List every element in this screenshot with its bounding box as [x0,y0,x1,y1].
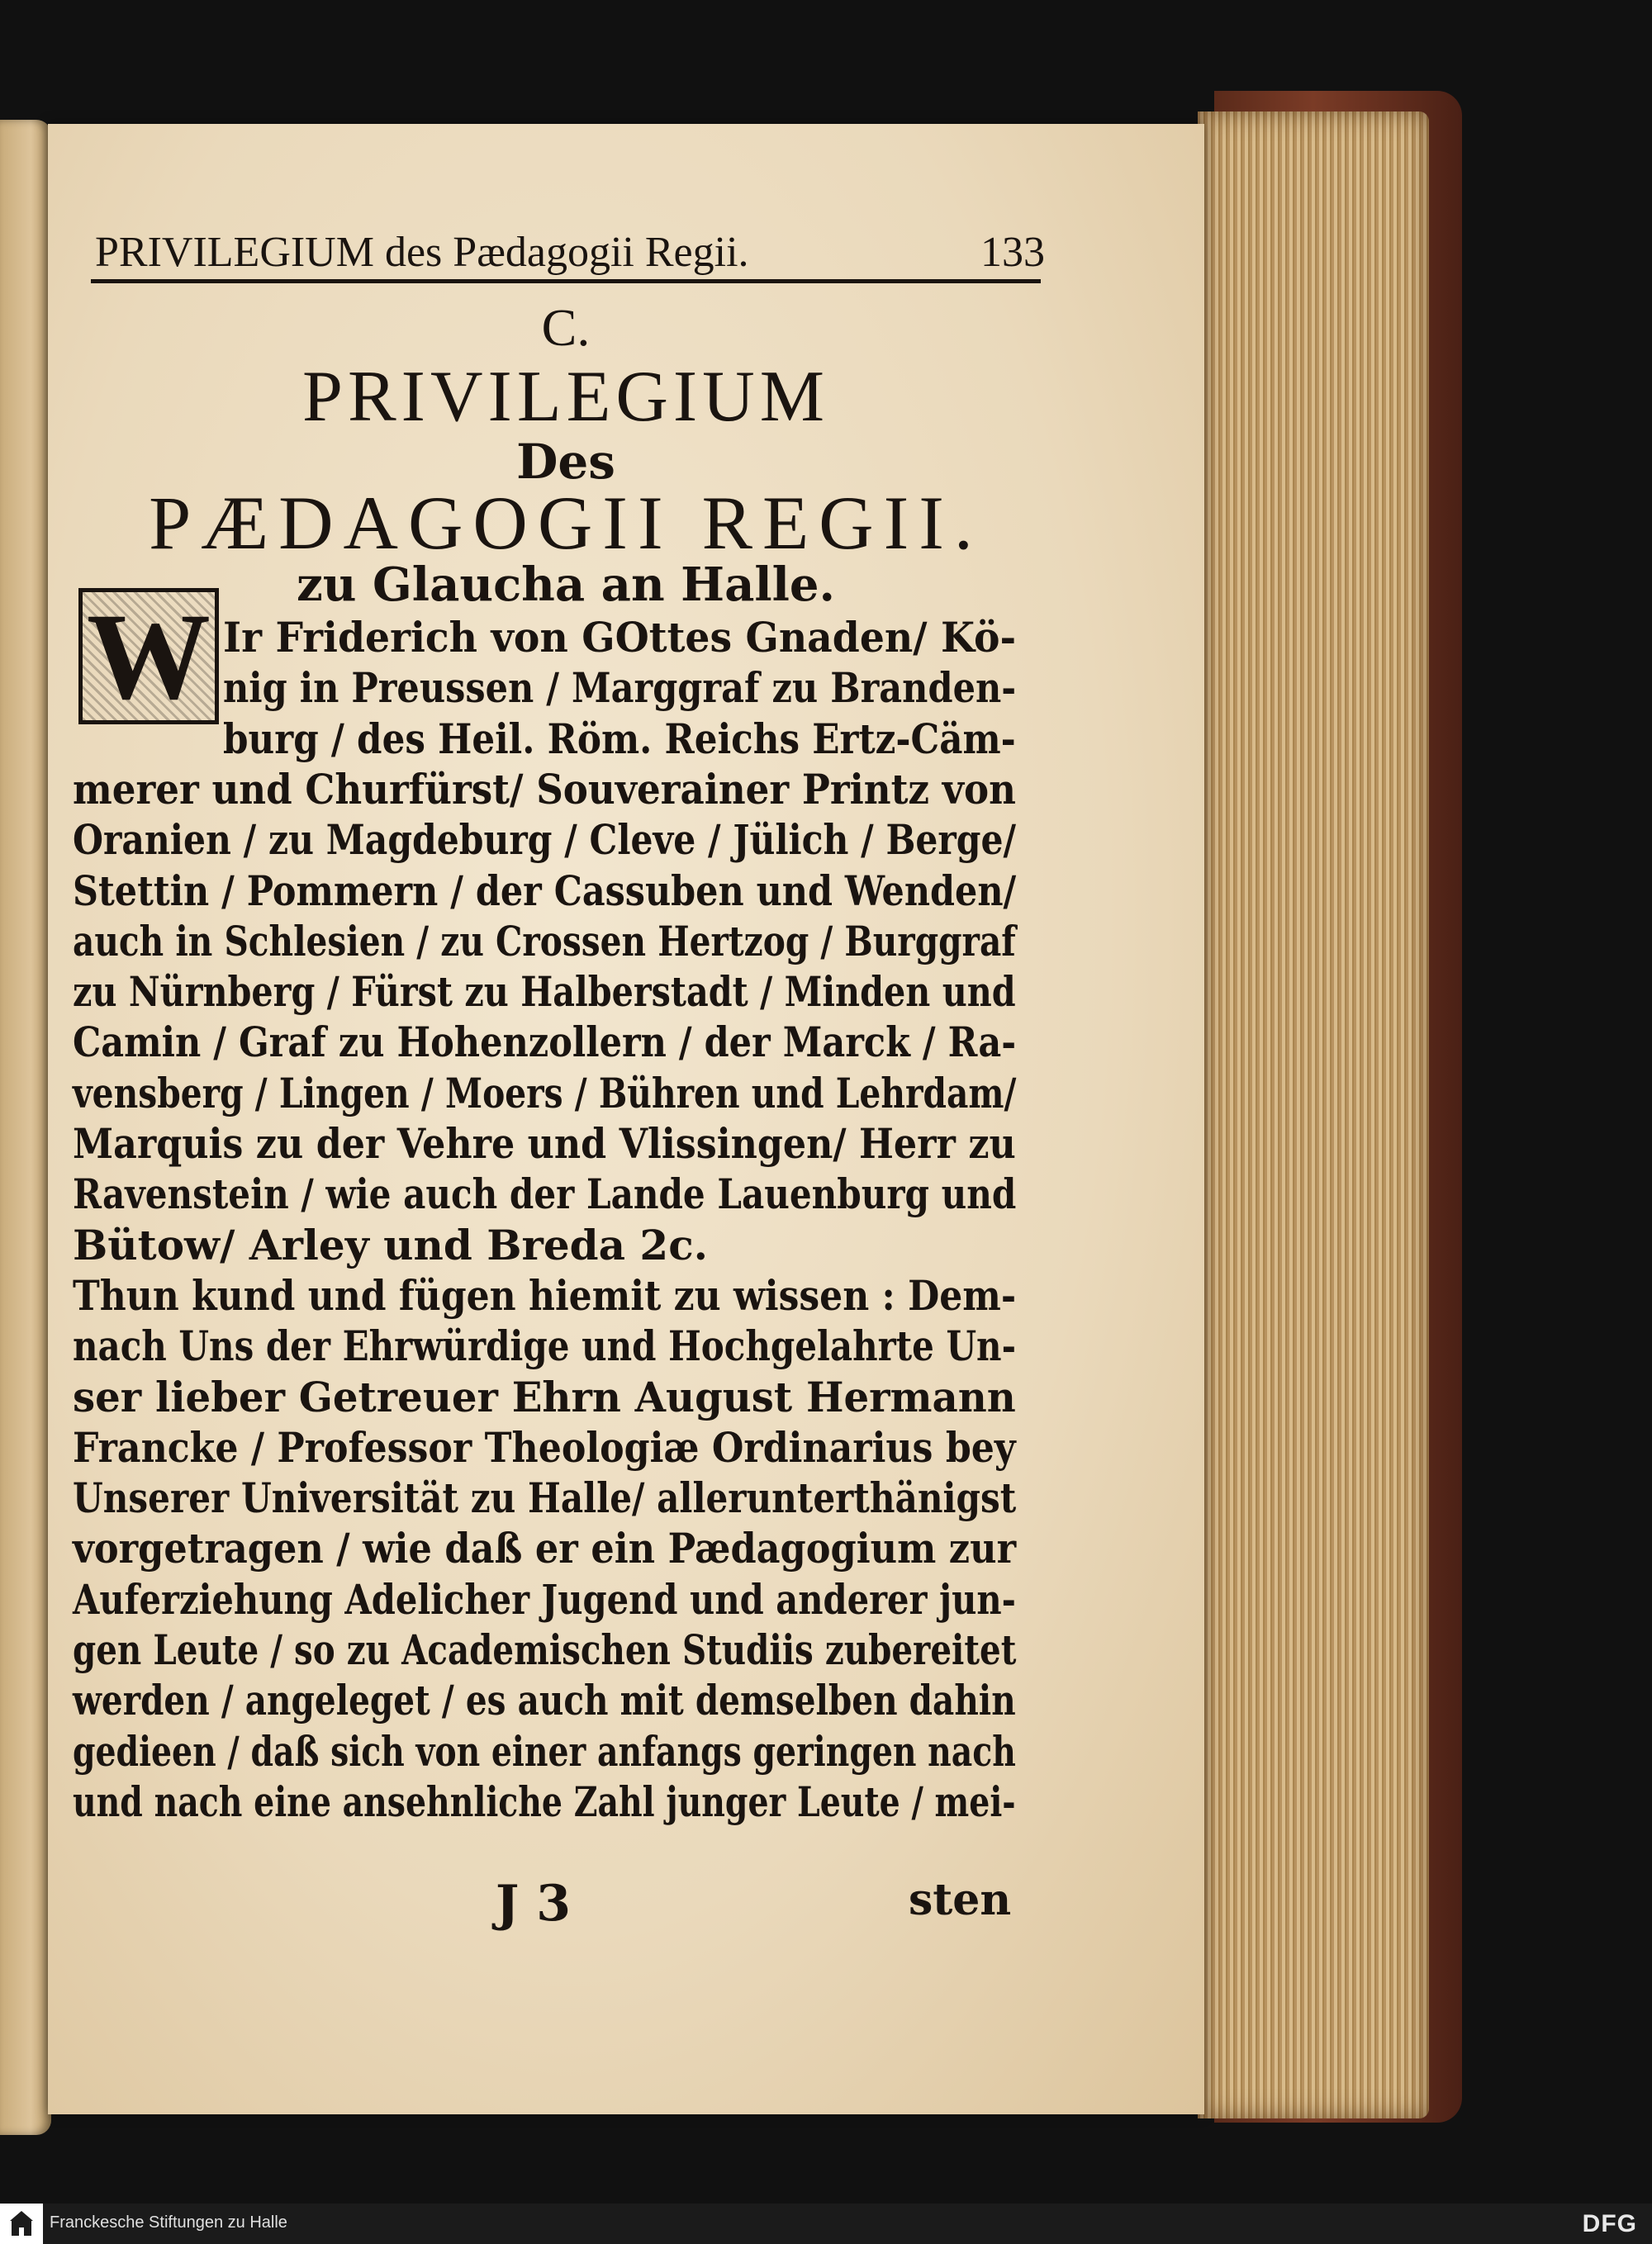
dfg-logo[interactable]: DFG [1582,2210,1637,2237]
body-line: zu Nürnberg / Fürst zu Halberstadt / Minden und [73,967,1016,1017]
body-line: vensberg / Lingen / Moers / Bühren und Lehrdam/ [73,1068,1017,1117]
body-line: Bütow/ Arley und Breda 2c. [73,1220,709,1269]
decorated-initial: W [78,588,219,724]
document-place: zu Glaucha an Halle. [296,557,836,612]
body-line: Marquis zu der Vehre und Vlissingen/ Herr zu [73,1119,1016,1168]
body-line: nach Uns der Ehrwürdige und Hochgelahrte Un- [73,1321,1017,1371]
body-line: ser lieber Getreuer Ehrn August Hermann [73,1372,1016,1421]
body-line: vorgetragen / wie daß er ein Pædagogium zur [73,1524,1017,1573]
body-line: Ravenstein / wie auch der Lande Lauenburg und [73,1169,1017,1219]
body-line: gen Leute / so zu Academischen Studiis zubereitet [73,1625,1017,1674]
building-icon [9,2209,34,2239]
body-line: Francke / Professor Theologiæ Ordinarius bey [73,1422,1016,1472]
body-line: auch in Schlesien / zu Crossen Hertzog / Burggraf [73,916,1016,965]
running-header [95,219,1045,277]
signature-mark: J 3 [496,1875,572,1933]
catchword: sten [909,1875,1012,1925]
body-line: burg / des Heil. Röm. Reichs Ertz-Cäm- [223,714,1016,763]
document-title: PRIVILEGIUM [302,357,829,437]
running-title: PRIVILEGIUM des Pædagogii Regii. [95,229,749,276]
section-letter: C. [541,298,591,357]
body-line: Stettin / Pommern / der Cassuben und Wenden/ [73,866,1017,915]
document-subject: PÆDAGOGII REGII. [149,481,983,565]
left-page-edge [0,120,51,2135]
body-line: Ir Friderich von GOttes Gnaden/ Kö- [223,613,1017,662]
body-line: Unserer Universität zu Halle/ allerunterthänigst [73,1473,1017,1523]
body-line: gedieen / daß sich von einer anfangs geringen nach [73,1726,1016,1776]
body-line: Auferziehung Adelicher Jugend und anderer jun- [73,1574,1016,1624]
header-rule [91,279,1041,283]
body-line: und nach eine ansehnliche Zahl junger Leute / mei- [73,1777,1016,1826]
page-number: 133 [980,229,1045,276]
institution-name[interactable]: Franckesche Stiftungen zu Halle [50,2213,287,2232]
institution-logo[interactable] [0,2204,43,2244]
body-line: Camin / Graf zu Hohenzollern / der Marck / Ra- [73,1018,1017,1067]
page-block-edges [1198,111,1429,2118]
body-line: merer und Churfürst/ Souverainer Printz von [73,764,1016,814]
body-line: werden / angeleget / es auch mit demselben dahin [73,1676,1016,1725]
title-des: Des [516,434,615,490]
body-line: nig in Preussen / Marggraf zu Branden- [223,663,1017,713]
body-line: Thun kund und fügen hiemit zu wissen : Dem- [73,1270,1017,1320]
body-line: Oranien / zu Magdeburg / Cleve / Jülich / Berge/ [73,815,1017,865]
